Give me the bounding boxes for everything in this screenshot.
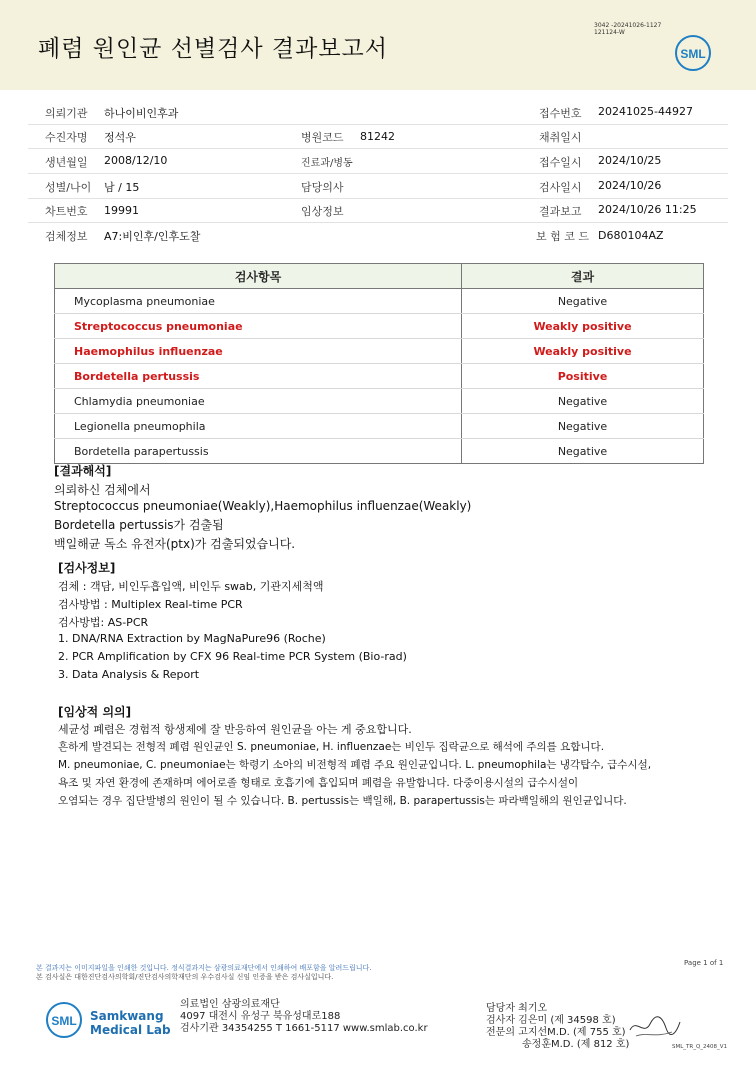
test-item: Haemophilus influenzae <box>55 339 462 364</box>
sml-logo-icon <box>674 34 712 72</box>
test-result: Positive <box>462 364 704 389</box>
test-item: Streptococcus pneumoniae <box>55 314 462 339</box>
address-line: 의료법인 삼광의료재단 <box>180 999 280 1010</box>
table-row <box>55 439 704 464</box>
specimen-value: A7:비인후/인후도찰 <box>104 230 201 243</box>
doctor-label: 담당의사 <box>301 181 344 194</box>
image-notice: 본 결과지는 이미지파일을 인쇄한 것입니다. 정식결과지는 삼광의료재단에서 인쇄하여 배포함을 알려드립니다. <box>36 964 372 972</box>
table-row <box>55 389 704 414</box>
staff-line: 송정훈M.D. (제 812 호) <box>522 1039 630 1050</box>
staff-line: 검사자 김은미 (제 34598 호) <box>486 1015 616 1026</box>
requester-value: 하나이비인후과 <box>104 107 179 120</box>
column-header-result: 결과 <box>462 264 704 289</box>
svg-text:SML: SML <box>680 47 706 61</box>
clinical-line: 욕조 및 자연 환경에 존재하며 에어로졸 형태로 호흡기에 흡입되며 폐렴을 유발합니다. 다중이용시설의 급수시설이 <box>58 777 579 789</box>
test-result: Weakly positive <box>462 314 704 339</box>
svg-text:SML: SML <box>51 1014 77 1028</box>
insurance-label: 보 험 코 드 <box>536 230 589 243</box>
name-value: 정석우 <box>104 131 136 144</box>
test-info-line: 1. DNA/RNA Extraction by MagNaPure96 (Roche) <box>58 632 326 645</box>
table-row <box>55 314 704 339</box>
report-label: 결과보고 <box>539 205 582 218</box>
sex-age-label: 성별/나이 <box>45 181 92 194</box>
document-code: 3042 -20241026-1127 121124-W <box>594 22 662 36</box>
birth-value: 2008/12/10 <box>104 154 168 167</box>
dept-label: 진료과/병동 <box>301 158 353 169</box>
test-item: Bordetella pertussis <box>55 364 462 389</box>
test-info-line: 2. PCR Amplification by CFX 96 Real-time PCR System (Bio-rad) <box>58 650 407 663</box>
test-result: Negative <box>462 289 704 314</box>
staff-line: 담당자 최기오 <box>486 1003 548 1014</box>
test-info-line: 검사방법 : Multiplex Real-time PCR <box>58 598 243 611</box>
divider <box>28 222 728 223</box>
clinical-line: 흔하게 발견되는 전형적 폐렴 원인균인 S. pneumoniae, H. influenzae는 비인두 집락균으로 해석에 주의를 요합니다. <box>58 741 605 753</box>
table-row <box>55 364 704 389</box>
hospital-code-value: 81242 <box>360 130 395 143</box>
results-table <box>54 263 704 464</box>
staff-line: 전문의 고지선M.D. (제 755 호) <box>486 1027 626 1038</box>
test-result: Negative <box>462 389 704 414</box>
test-result: Negative <box>462 414 704 439</box>
test-info-line: 검체 : 객담, 비인두흡입액, 비인두 swab, 기관지세척액 <box>58 580 324 593</box>
clinical-line: M. pneumoniae, C. pneumoniae는 학령기 소아의 비전형적 폐렴 주요 원인균입니다. L. pneumophila는 냉각탑수, 급수시설, <box>58 759 652 771</box>
sex-age-value: 남 / 15 <box>104 181 140 194</box>
test-item: Bordetella parapertussis <box>55 439 462 464</box>
collect-label: 채취일시 <box>539 131 582 144</box>
clinical-label: 임상정보 <box>301 205 344 218</box>
divider <box>28 148 728 149</box>
chart-label: 차트번호 <box>45 205 88 218</box>
org-name-1: Samkwang <box>90 1009 164 1023</box>
page-number: Page 1 of 1 <box>684 959 724 967</box>
test-info-line: 검사방법: AS-PCR <box>58 616 149 629</box>
column-header-item: 검사항목 <box>55 264 462 289</box>
results-header-row <box>55 264 704 289</box>
hospital-code-label: 병원코드 <box>301 131 344 144</box>
interpretation-line: Bordetella pertussis가 검출됨 <box>54 518 224 532</box>
form-code: SML_TR_Q_2408_V1 <box>672 1044 728 1050</box>
report-title: 폐렴 원인균 선별검사 결과보고서 <box>38 36 388 62</box>
report-value: 2024/10/26 11:25 <box>598 203 697 216</box>
receipt-no-value: 20241025-44927 <box>598 105 693 118</box>
test-date-value: 2024/10/26 <box>598 179 662 192</box>
divider <box>28 173 728 174</box>
test-item: Legionella pneumophila <box>55 414 462 439</box>
chart-value: 19991 <box>104 204 139 217</box>
interpretation-line: 백일해균 독소 유전자(ptx)가 검출되었습니다. <box>54 537 296 551</box>
specimen-label: 검체정보 <box>45 230 88 243</box>
birth-label: 생년월일 <box>45 156 88 169</box>
org-name-2: Medical Lab <box>90 1023 171 1037</box>
signature-icon <box>626 1010 682 1042</box>
address-line: 4097 대전시 유성구 북유성대로188 <box>180 1011 341 1022</box>
report-header <box>0 0 756 90</box>
interpretation-line: 의뢰하신 검체에서 <box>54 483 151 497</box>
clinical-line: 세균성 폐렴은 경험적 항생제에 잘 반응하여 원인균을 아는 게 중요합니다. <box>58 723 412 736</box>
table-row <box>55 289 704 314</box>
test-date-label: 검사일시 <box>539 181 582 194</box>
insurance-value: D680104AZ <box>598 229 664 242</box>
receipt-date-label: 접수일시 <box>539 156 582 169</box>
interpretation-heading: [결과해석] <box>54 464 112 478</box>
name-label: 수진자명 <box>45 131 88 144</box>
test-info-heading: [검사정보] <box>58 561 116 575</box>
test-result: Negative <box>462 439 704 464</box>
clinical-line: 오염되는 경우 집단발병의 원인이 될 수 있습니다. B. pertussis는 백일해, B. parapertussis는 파라백일해의 원인균입니다. <box>58 795 627 807</box>
interpretation-line: Streptococcus pneumoniae(Weakly),Haemophilus influenzae(Weakly) <box>54 499 472 513</box>
requester-label: 의뢰기관 <box>45 107 88 120</box>
divider <box>28 198 728 199</box>
table-row <box>55 414 704 439</box>
receipt-no-label: 접수번호 <box>539 107 582 120</box>
test-result: Weakly positive <box>462 339 704 364</box>
test-item: Mycoplasma pneumoniae <box>55 289 462 314</box>
receipt-date-value: 2024/10/25 <box>598 154 662 167</box>
clinical-heading: [임상적 의의] <box>58 705 132 719</box>
address-line: 검사기관 34354255 T 1661-5117 www.smlab.co.kr <box>180 1023 428 1034</box>
accreditation-notice: 본 검사실은 대한진단검사의학회/진단검사의학재단의 우수검사실 신임 인증을 받은 검사실입니다. <box>36 973 334 981</box>
divider <box>28 124 728 125</box>
test-info-line: 3. Data Analysis & Report <box>58 668 200 681</box>
test-item: Chlamydia pneumoniae <box>55 389 462 414</box>
table-row <box>55 339 704 364</box>
sml-footer-logo-icon <box>44 1000 86 1040</box>
